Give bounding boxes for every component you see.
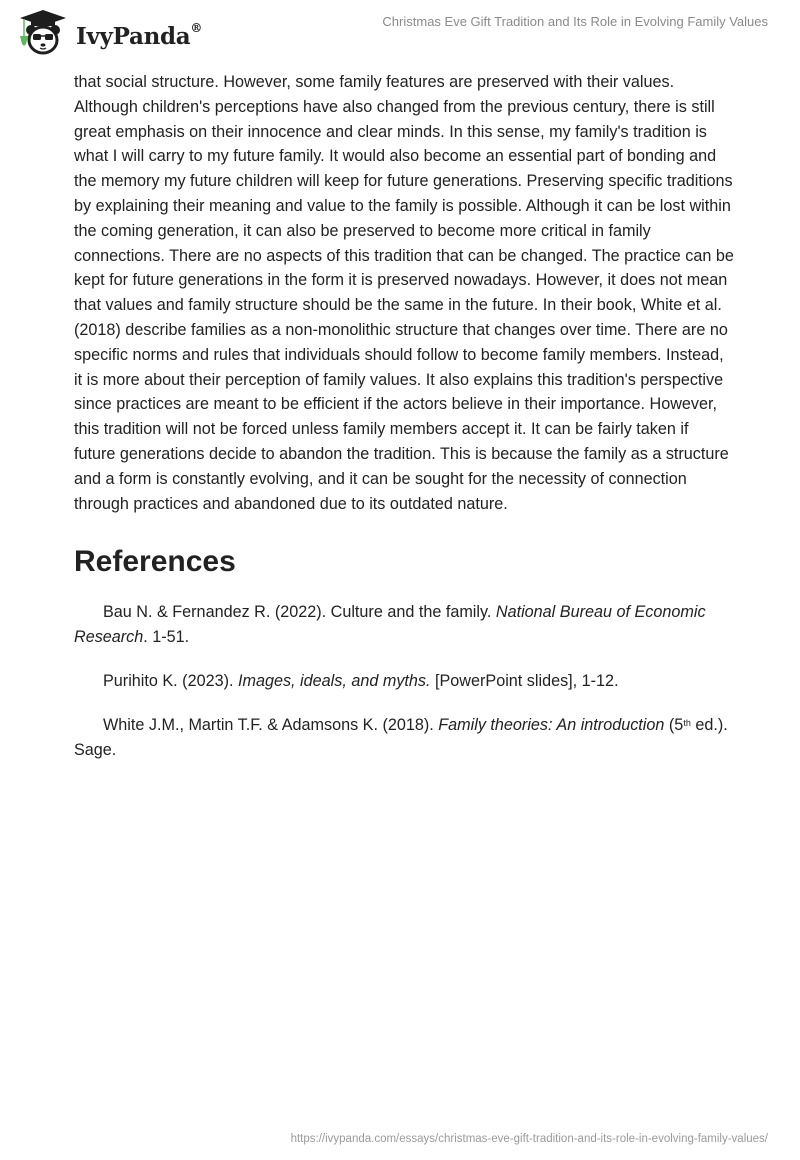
ivypanda-logo[interactable] [14, 8, 202, 56]
reference-list [74, 600, 734, 762]
reference-item: White J.M., Martin T.F. & Adamsons K. (2018). Family theories: An introduction (5th ed.). Sage. [74, 715, 728, 759]
registered-mark: ® [190, 20, 203, 35]
source-url[interactable]: https://ivypanda.com/essays/christmas-eve-gift-tradition-and-its-role-in-evolving-family-values/ [290, 1133, 768, 1145]
document-title: Christmas Eve Gift Tradition and Its Role in Evolving Family Values [382, 14, 768, 29]
reference-item: Purihito K. (2023). Images, ideals, and myths. [PowerPoint slides], 1-12. [103, 671, 619, 690]
reference-item: Bau N. & Fernandez R. (2022). Culture and the family. National Bureau of Economic Research. 1-51. [74, 603, 706, 647]
body-paragraph: that social structure. However, some family features are preserved with their values. Although children's perceptions have also changed from the previous century, there is still great emphasis on their innocence and clear minds. In this sense, my family's tradition is what I will carry to my future family. It would also become an essential part of bonding and the memory my future children will keep for future generations. Preserving specific traditions by explaining their meaning and value to the family is possible. Although it can be lost within the coming generation, it can also be preserved to become more critical in family connections. There are no aspects of this tradition that can be changed. The practice can be kept for future generations in the form it is preserved nowadays. However, it does not mean that values and family structure should be the same in the future. In their book, White et al. (2018) describe families as a non-monolithic structure that changes over time. There are no specific norms and rules that individuals should follow to become family members. Instead, it is more about their perception of family values. It also explains this tradition's perspective since practices are meant to be efficient if the actors believe in their importance. However, this tradition will not be forced unless family members accept it. It can be fairly taken if future generations decide to abandon the tradition. This is because the family as a structure and a form is constantly evolving, and it can be sought for the necessity of connection through practices and abandoned due to its outdated nature. [74, 73, 734, 513]
essay-content [74, 70, 734, 781]
page-header [0, 0, 800, 60]
panda-graduation-cap-icon [14, 8, 72, 56]
references-heading: References [74, 545, 236, 579]
brand-name: IvyPanda® [76, 20, 203, 50]
